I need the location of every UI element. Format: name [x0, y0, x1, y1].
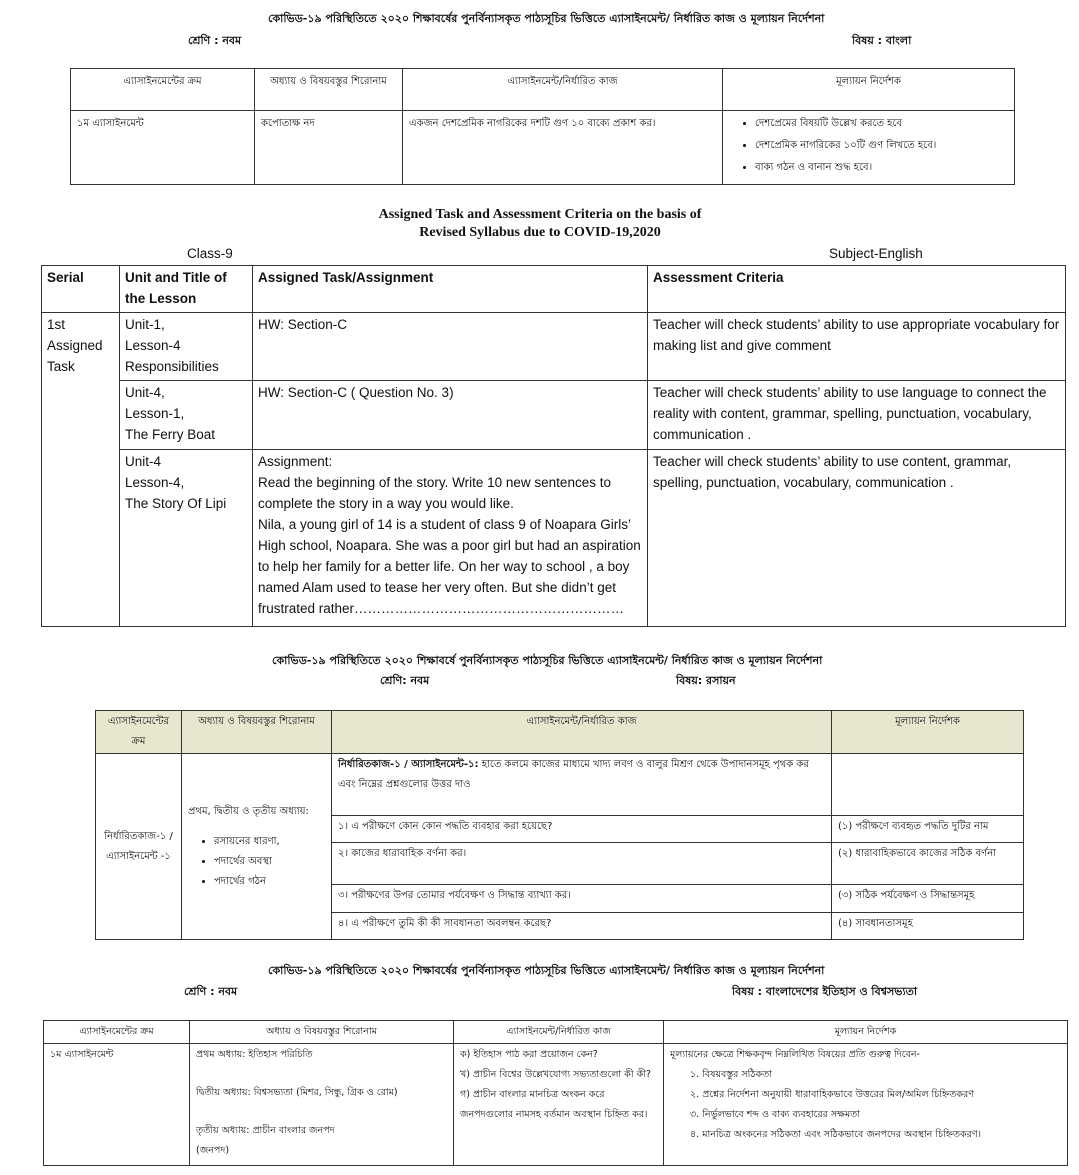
- criteria-cell: (৪) সাবধানতাসমূহ: [832, 912, 1024, 939]
- question-cell: ২। কাজের ধারাবাহিক বর্ণনা কর।: [332, 843, 832, 885]
- history-title: কোভিড-১৯ পরিস্থিতিতে ২০২০ শিক্ষাবর্ষের পুনর্বিন্যাসকৃত পাঠ্যসূচির ভিত্তিতে এ্যাসাইনমেন্ট/ নির্ধারিত কাজ ও মূল্যায়ন নির্দেশনা: [268, 964, 825, 977]
- english-title: [280, 206, 800, 242]
- header-task: এ্যাসাইনমেন্ট/নির্ধারিত কাজ: [332, 711, 832, 754]
- history-class: শ্রেণি : নবম: [184, 985, 238, 998]
- task-cell: [454, 1044, 664, 1166]
- unit-line: Unit-4: [125, 453, 162, 469]
- chemistry-title: কোভিড-১৯ পরিস্থিতিতে ২০২০ শিক্ষাবর্ষে পুনর্বিন্যাসকৃত পাঠ্যসূচির ভিত্তিতে এ্যাসাইনমেন্ট/ নির্ধারিত কাজ ও মূল্যায়ন নির্দেশনা: [272, 654, 823, 667]
- unit-line: Lesson-1,: [125, 406, 185, 422]
- chemistry-class: শ্রেণি: নবম: [380, 674, 430, 687]
- header-chapter: অধ্যায় ও বিষয়বস্তুর শিরোনাম: [190, 1021, 454, 1044]
- english-title-line1: Assigned Task and Assessment Criteria on the basis of: [378, 207, 702, 222]
- header-criteria: Assessment Criteria: [648, 266, 1066, 313]
- criteria-cell: Teacher will check students’ ability to use language to connect the reality with content, grammar, spelling, punctuation, vocabulary, communication .: [648, 381, 1066, 449]
- unit-line: The Ferry Boat: [125, 427, 216, 443]
- list-item: ২. প্রশ্নের নির্দেশনা অনুযায়ী ধারাবাহিকভাবে উত্তরের মিল/অমিল চিহ্নিতকরণ: [690, 1089, 974, 1101]
- header-serial: এ্যাসাইনমেন্টের ক্রম: [44, 1021, 190, 1044]
- bangla-title: কোভিড-১৯ পরিস্থিতিতে ২০২০ শিক্ষাবর্ষের পুনর্বিন্যাসকৃত পাঠ্যসূচির ভিত্তিতে এ্যাসাইনমেন্ট/ নির্ধারিত কাজ ও মূল্যায়ন নির্দেশনা: [268, 12, 825, 25]
- serial-cell: 1st Assigned Task: [42, 312, 120, 626]
- task-intro: হাতে কলমে কাজের মাধ্যমে খাদ্য লবণ ও বালুর মিশ্রণ থেকে উপাদানসমূহ পৃথক কর এবং নিম্নের প্রশ্নগুলোর উত্তর দাও: [338, 759, 809, 790]
- task-line: Read the beginning of the story. Write 10 new sentences to complete the story in a way you would like.: [258, 474, 611, 511]
- list-item: • পদার্থের গঠন: [214, 872, 325, 892]
- criteria-cell: Teacher will check students’ ability to use content, grammar, spelling, punctuation, vocabulary, communication .: [648, 449, 1066, 626]
- unit-line: Unit-1,: [125, 316, 165, 332]
- header-task: Assigned Task/Assignment: [253, 266, 648, 313]
- english-title-line2: Revised Syllabus due to COVID-19,2020: [419, 225, 661, 240]
- chemistry-table: [95, 710, 1024, 940]
- header-criteria: মূল্যায়ন নির্দেশক: [664, 1021, 1068, 1044]
- table-row: [42, 381, 1066, 449]
- unit-line: Responsibilities: [125, 358, 219, 374]
- list-item: • দেশপ্রেমের বিষয়টি উল্লেখ করতে হবে: [755, 113, 1008, 135]
- serial-cell: ১ম এ্যাসাইনমেন্ট: [44, 1044, 190, 1166]
- task-intro-cell: [332, 754, 832, 816]
- chapter-cell: কপোতাক্ষ নদ: [255, 111, 403, 185]
- bangla-table: [70, 68, 1015, 185]
- header-task: এ্যাসাইনমেন্ট/নির্ধারিত কাজ: [403, 69, 723, 111]
- criteria-cell: [664, 1044, 1068, 1166]
- list-item: • বাক্য গঠন ও বানান শুদ্ধ হবে।: [755, 157, 1008, 179]
- unit-line: The Story Of Lipi: [125, 495, 227, 511]
- header-serial: এ্যাসাইনমেন্টের ক্রম: [96, 711, 182, 754]
- table-row: [71, 111, 1015, 185]
- task-line: Assignment:: [258, 453, 333, 469]
- criteria-cell: (২) ধারাবাহিকভাবে কাজের সঠিক বর্ণনা: [832, 843, 1024, 885]
- unit-line: Lesson-4: [125, 337, 181, 353]
- header-task: এ্যাসাইনমেন্ট/নির্ধারিত কাজ: [454, 1021, 664, 1044]
- question-cell: ৪। এ পরীক্ষণে তুমি কী কী সাবধানতা অবলম্বন করেছ?: [332, 912, 832, 939]
- list-item: ৪. মানচিত্র অংকনের সঠিকতা এবং সঠিকভাবে জনপদের অবস্থান চিহ্নিতকরণ।: [690, 1129, 982, 1141]
- chapter-line: প্রথম অধ্যায়: ইতিহাস পরিচিতি: [196, 1049, 313, 1061]
- table-row: [42, 312, 1066, 380]
- header-chapter: অধ্যায় ও বিষয়বস্তুর শিরোনাম: [182, 711, 332, 754]
- header-unit: Unit and Title of the Lesson: [120, 266, 253, 313]
- criteria-intro: মূল্যায়নের ক্ষেত্রে শিক্ষকবৃন্দ নিম্নলিখিত বিষয়ের প্রতি গুরুত্ব দিবেন-: [670, 1049, 920, 1061]
- history-table: [43, 1020, 1068, 1166]
- criteria-cell: (৩) সঠিক পর্যবেক্ষণ ও সিদ্ধান্তসমূহ: [832, 885, 1024, 912]
- header-serial: Serial: [42, 266, 120, 313]
- table-row: [96, 754, 1024, 816]
- english-class: Class-9: [187, 246, 233, 261]
- criteria-cell: [832, 754, 1024, 816]
- bangla-subject: বিষয় : বাংলা: [852, 34, 912, 47]
- list-item: • রসায়নের ধারণা,: [214, 832, 325, 852]
- list-item: • পদার্থের অবস্থা: [214, 852, 325, 872]
- chapter-line: দ্বিতীয় অধ্যায়: বিশ্বসভ্যতা (মিশর, সিন্ধু, গ্রিক ও রোম): [196, 1087, 398, 1099]
- chapter-line: তৃতীয় অধ্যায়: প্রাচীন বাংলার জনপদ: [196, 1125, 335, 1137]
- history-subject: বিষয় : বাংলাদেশের ইতিহাস ও বিশ্বসভ্যতা: [732, 985, 918, 998]
- chapter-title: প্রথম, দ্বিতীয় ও তৃতীয় অধ্যায়:: [188, 805, 309, 817]
- task-line: Nila, a young girl of 14 is a student of class 9 of Noapara Girls’ High school, Noapara. She was a poor girl but had an aspiration to help her family for a better life. On her way to school , a boy named Alam used to tease her very often. But she didn’t get frustrated rather……………………………………………………: [258, 516, 641, 616]
- chapter-line: (জনপদ): [196, 1145, 230, 1157]
- header-criteria: মূল্যায়ন নির্দেশক: [723, 69, 1015, 111]
- header-serial: এ্যাসাইনমেন্টের ক্রম: [71, 69, 255, 111]
- list-item: ১. বিষয়বস্তুর সঠিকতা: [690, 1069, 773, 1081]
- serial-cell: ১ম এ্যাসাইনমেন্ট: [71, 111, 255, 185]
- chemistry-subject: বিষয়: রসায়ন: [676, 674, 736, 687]
- chapter-cell: [190, 1044, 454, 1166]
- list-item: • দেশপ্রেমিক নাগরিকের ১০টি গুণ লিখতে হবে।: [755, 135, 1008, 157]
- task-line: গ) প্রাচীন বাংলার মানচিত্র অংকন করে জনপদগুলোর নামসহ বর্তমান অবস্থান চিহ্নিত কর।: [460, 1089, 648, 1121]
- list-item: ৩. নির্ভুলভাবে শব্দ ও বাক্য ব্যবহারের সক্ষমতা: [690, 1109, 861, 1121]
- english-subject: Subject-English: [829, 246, 923, 261]
- english-table: [41, 265, 1066, 627]
- criteria-cell: [723, 111, 1015, 185]
- task-bold: নির্ধারিতকাজ-১ / অ্যাসাইনমেন্ট-১:: [338, 759, 479, 770]
- unit-cell: [120, 381, 253, 449]
- criteria-cell: Teacher will check students’ ability to use appropriate vocabulary for making list and give comment: [648, 312, 1066, 380]
- header-criteria: মূল্যায়ন নির্দেশক: [832, 711, 1024, 754]
- unit-line: Lesson-4,: [125, 474, 185, 490]
- task-cell: একজন দেশপ্রেমিক নাগরিকের দশটি গুণ ১০ বাক্যে প্রকাশ কর।: [403, 111, 723, 185]
- table-row: [42, 449, 1066, 626]
- question-cell: ৩। পরীক্ষণের উপর তোমার পর্যবেক্ষণ ও সিদ্ধান্ত ব্যাখ্যা কর।: [332, 885, 832, 912]
- task-line: খ) প্রাচীন বিশ্বের উল্লেখযোগ্য সভ্যতাগুলো কী কী?: [460, 1069, 651, 1081]
- header-chapter: অধ্যায় ও বিষয়বস্তুর শিরোনাম: [255, 69, 403, 111]
- task-cell: HW: Section-C ( Question No. 3): [253, 381, 648, 449]
- criteria-cell: (১) পরীক্ষণে ব্যবহৃত পদ্ধতি দুটির নাম: [832, 816, 1024, 843]
- unit-cell: [120, 449, 253, 626]
- serial-cell: নির্ধারিতকাজ-১ / এ্যাসাইনমেন্ট -১: [96, 754, 182, 940]
- table-row: [44, 1044, 1068, 1166]
- chapter-cell: [182, 754, 332, 940]
- task-line: ক) ইতিহাস পাঠ করা প্রয়োজন কেন?: [460, 1049, 598, 1061]
- bangla-class: শ্রেণি : নবম: [188, 34, 242, 47]
- task-cell: [253, 449, 648, 626]
- question-cell: ১। এ পরীক্ষণে কোন কোন পদ্ধতি ব্যবহার করা হয়েছে?: [332, 816, 832, 843]
- task-cell: HW: Section-C: [253, 312, 648, 380]
- unit-line: Unit-4,: [125, 385, 165, 401]
- unit-cell: [120, 312, 253, 380]
